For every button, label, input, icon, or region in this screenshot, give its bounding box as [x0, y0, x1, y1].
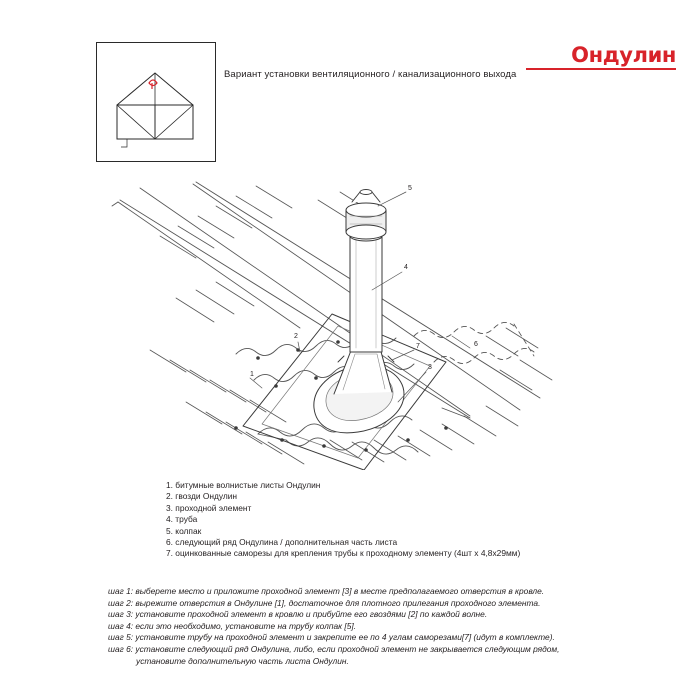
step-6-continuation: установите дополнительную часть листа Ондулин.: [136, 655, 349, 666]
brand-logo: [526, 44, 676, 70]
installation-drawing: [0, 140, 700, 470]
step-4: шаг 4: если это необходимо, установите на трубу колпак [5].: [108, 620, 357, 631]
brand-underline: [526, 68, 676, 70]
page-title: Вариант установки вентиляционного / канализационного выхода: [224, 69, 517, 80]
legend-item-1: 1. битумные волнистые листы Ондулин: [166, 480, 321, 490]
legend-item-6: 6. следующий ряд Ондулина / дополнительная часть листа: [166, 537, 398, 548]
callout-1: 1: [250, 371, 254, 378]
step-2: шаг 2: вырежите отверстия в Ондулине [1], достаточное для плотного прилегания проходного элемента.: [108, 597, 541, 608]
callout-5: 5: [408, 185, 412, 192]
brand-name: Ондулин: [571, 43, 676, 67]
legend-item-5: 5. колпак: [166, 525, 202, 536]
step-6: шаг 6: установите следующий ряд Ондулина, либо, если проходной элемент не закрывается следующим рядом,: [108, 643, 560, 654]
legend-item-4: 4. труба: [166, 514, 198, 525]
step-5: шаг 5: установите трубу на проходной элемент и закрепите ее по 4 углам саморезами[7] (идут в комплекте).: [108, 632, 555, 643]
callout-2: 2: [294, 333, 298, 340]
legend-item-2: 2. гвозди Ондулин: [166, 491, 238, 502]
legend-list: [166, 480, 686, 560]
legend-item-7: 7. оцинкованные саморезы для крепления трубы к проходному элементу (4шт х 4,8х29мм): [166, 548, 521, 559]
callout-3: 3: [428, 364, 432, 371]
step-3: шаг 3: установите проходной элемент в кровлю и прибуйте его гвоздями [2] по каждой волне.: [108, 609, 488, 620]
callout-4: 4: [404, 264, 408, 271]
steps-list: [108, 586, 688, 667]
step-1: шаг 1: выберете место и приложите проходной элемент [3] в месте предполагаемого отверстия в кровле.: [108, 586, 545, 596]
callout-6: 6: [474, 341, 478, 348]
callout-7: 7: [416, 343, 420, 350]
legend-item-3: 3. проходной элемент: [166, 502, 252, 513]
